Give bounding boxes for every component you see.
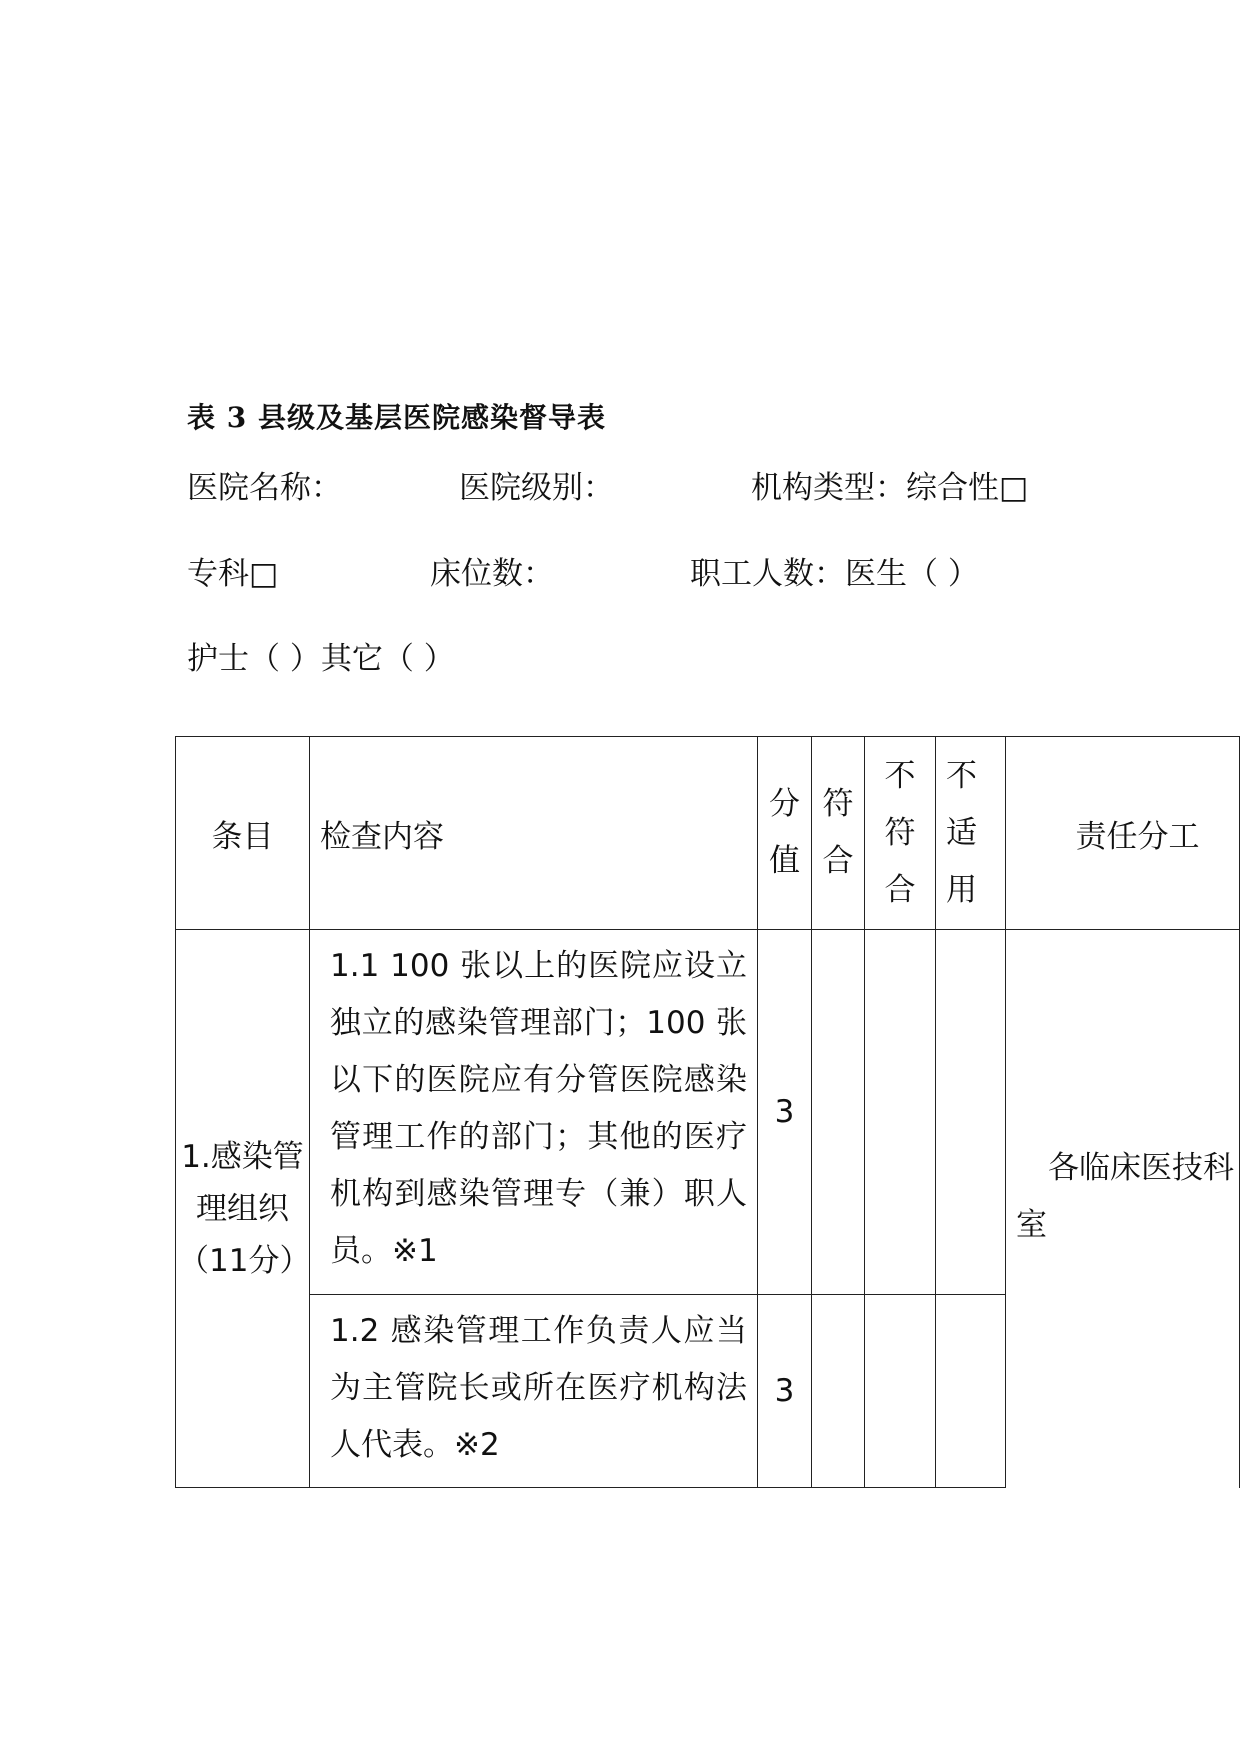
table-row: [176, 930, 1240, 1295]
institution-type-field: 机构类型：综合性□: [751, 470, 1029, 506]
hospital-level-field: 医院级别：: [459, 470, 614, 506]
row-not-applicable-cell: [936, 1295, 1006, 1488]
bed-count-field: 床位数：: [430, 556, 554, 592]
section-item-label: 1.感染管理组织（11分）: [178, 1138, 311, 1279]
hospital-name-field: 医院名称：: [187, 470, 342, 506]
inspection-table: [175, 736, 1240, 1488]
header-responsibility: 责任分工: [1006, 737, 1240, 930]
document-title: 表 3 县级及基层医院感染督导表: [187, 401, 606, 434]
section-responsibility-cell: [1006, 930, 1240, 1488]
row-conform-cell: [812, 1295, 865, 1488]
header-score: 分 值: [758, 737, 812, 930]
row-not-conform-cell: [865, 1295, 936, 1488]
row-score-cell: 3: [758, 1295, 812, 1488]
section-item-cell: [176, 930, 310, 1488]
header-content: 检查内容: [310, 737, 758, 930]
row-not-conform-cell: [865, 930, 936, 1295]
row-content-text: 1.1 100 张以上的医院应设立独立的感染管理部门；100 张以下的医院应有分管医院感染管理工作的部门；其他的医疗机构到感染管理专（兼）职人员。※1: [330, 948, 747, 1269]
row-content-text: 1.2 感染管理工作负责人应当为主管院长或所在医疗机构法人代表。※2: [330, 1312, 747, 1463]
row-conform-cell: [812, 930, 865, 1295]
table-header-row: [176, 737, 1240, 930]
staff-count-field: 职工人数：医生（ ）: [690, 556, 979, 592]
section-responsibility-text: 各临床医技科室: [1016, 1150, 1234, 1243]
row-score-cell: 3: [758, 930, 812, 1295]
row-content-cell: [310, 930, 758, 1295]
header-not-conform: 不 符 合: [865, 737, 936, 930]
nurses-others-field: 护士（ ）其它（ ）: [187, 641, 455, 677]
header-not-applicable: 不 适 用: [936, 737, 1006, 930]
header-item: 条目: [176, 737, 310, 930]
specialty-field: 专科□: [187, 556, 279, 592]
row-content-cell: [310, 1295, 758, 1488]
row-not-applicable-cell: [936, 930, 1006, 1295]
header-conform: 符 合: [812, 737, 865, 930]
